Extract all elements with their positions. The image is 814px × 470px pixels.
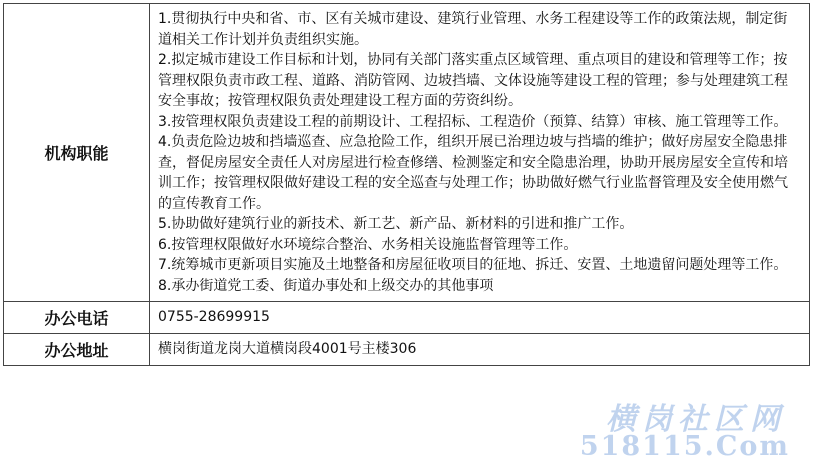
duty-item: 7.统筹城市更新项目实施及土地整备和房屋征收项目的征地、拆迁、安置、土地遗留问题处理等工作。 — [158, 257, 788, 273]
watermark-domain: 518115.Com — [579, 431, 790, 462]
phone-label: 办公电话 — [4, 302, 150, 334]
watermark-site-name: 横岗社区网 — [606, 402, 786, 437]
site-watermark — [564, 394, 794, 462]
duties-row — [4, 4, 810, 302]
duty-item: 1.贯彻执行中央和省、市、区有关城市建设、建筑行业管理、水务工程建设等工作的政策法规，制定街道相关工作计划并负责组织实施。 — [158, 11, 788, 48]
department-info-table — [3, 3, 810, 366]
duty-item: 5.协助做好建筑行业的新技术、新工艺、新产品、新材料的引进和推广工作。 — [158, 216, 634, 232]
phone-value: 0755-28699915 — [150, 302, 810, 334]
duty-item: 3.按管理权限负责建设工程的前期设计、工程招标、工程造价（预算、结算）审核、施工管理等工作。 — [158, 113, 788, 130]
address-label: 办公地址 — [4, 334, 150, 366]
phone-row — [4, 302, 810, 334]
duty-item: 4.负责危险边坡和挡墙巡查、应急抢险工作，组织开展已治理边坡与挡墙的维护；做好房屋安全隐患排查，督促房屋安全责任人对房屋进行检查修缮、检测鉴定和安全隐患治理，协助开展房屋安全宣传和培训工作；按管理权限做好建设工程的安全巡查与处理工作；协助做好燃气行业监督管理及安全使用燃气的宣传教育工作。 — [158, 134, 788, 212]
duty-item: 8.承办街道党工委、街道办事处和上级交办的其他事项 — [158, 277, 494, 294]
duty-item: 2.拟定城市建设工作目标和计划，协同有关部门落实重点区域管理、重点项目的建设和管理等工作；按管理权限负责市政工程、道路、消防管网、边坡挡墙、文体设施等建设工程的管理；参与处理建筑工程安全事故；按管理权限负责处理建设工程方面的劳资纠纷。 — [158, 52, 788, 109]
duty-item: 6.按管理权限做好水环境综合整治、水务相关设施监督管理等工作。 — [158, 236, 578, 253]
duties-content — [150, 4, 810, 302]
address-row — [4, 334, 810, 366]
duties-label: 机构职能 — [4, 4, 150, 302]
address-value: 横岗街道龙岗大道横岗段4001号主楼306 — [150, 334, 810, 366]
